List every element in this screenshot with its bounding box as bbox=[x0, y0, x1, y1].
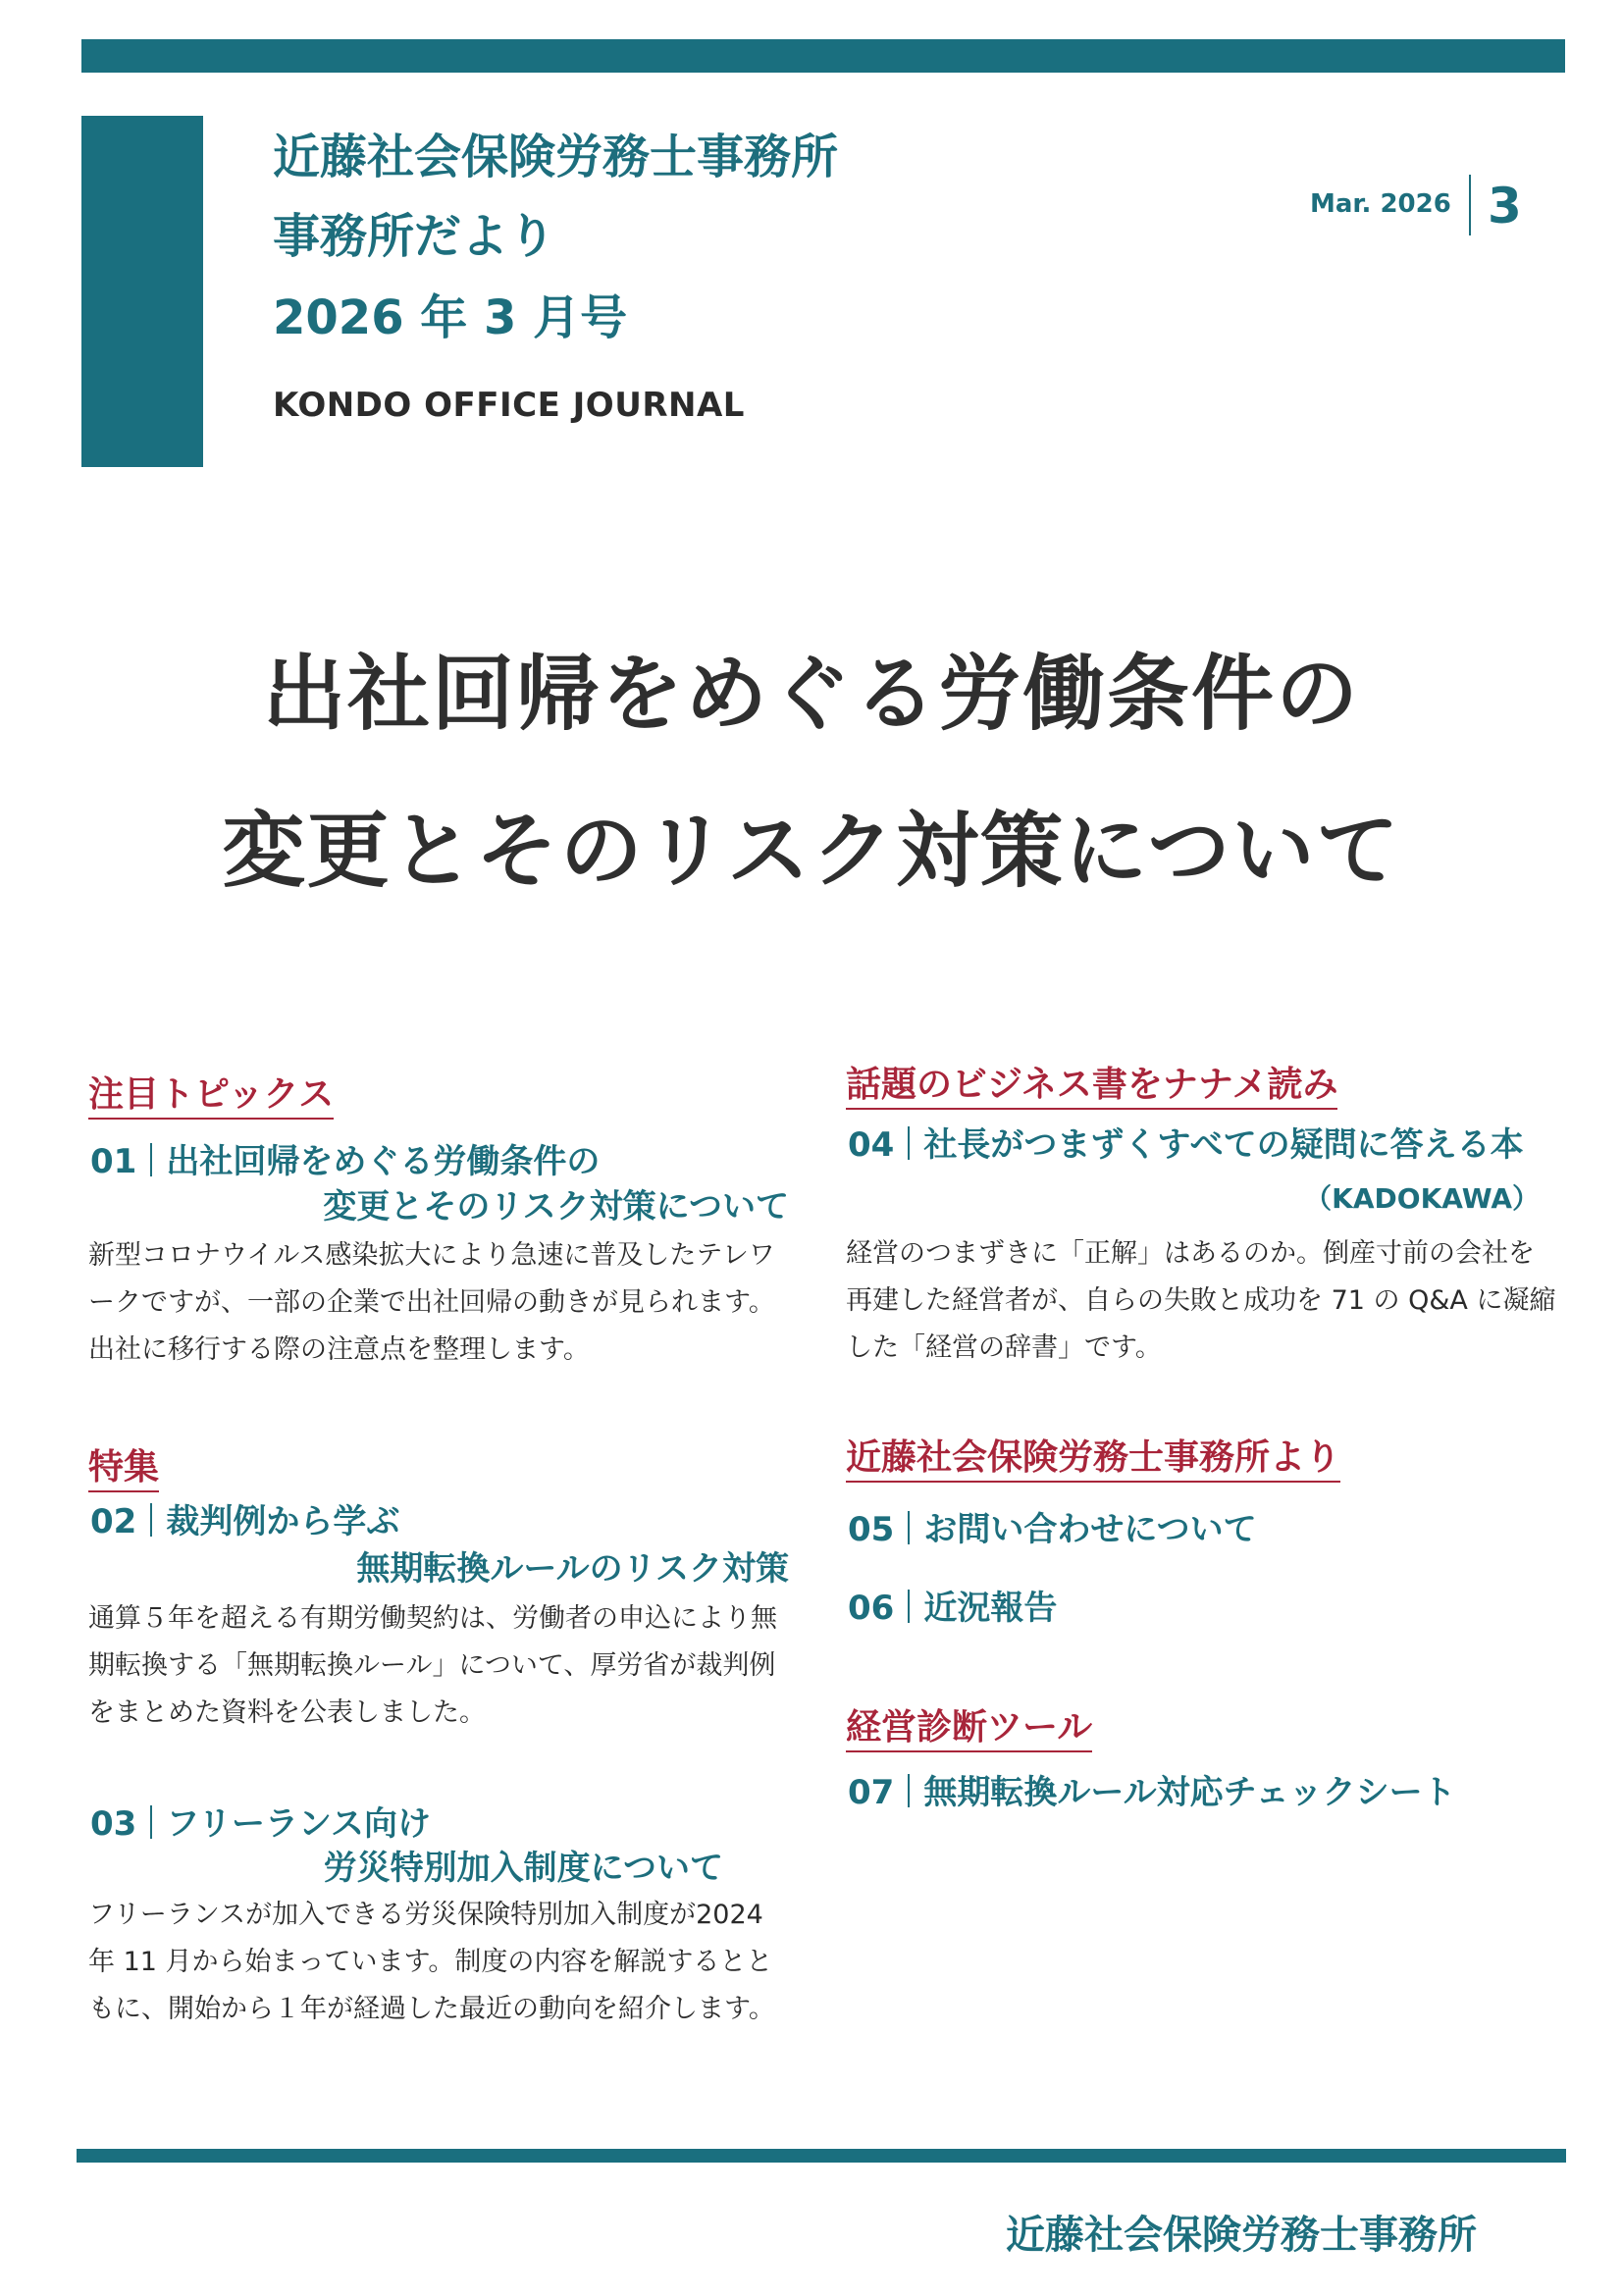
article-title-line1: フリーランス向け bbox=[166, 1804, 431, 1844]
article-02-body: 通算５年を超える有期労働契約は、労働者の申込により無期転換する「無期転換ルール」について、厚労省が裁判例をまとめた資料を公表しました。 bbox=[88, 1603, 777, 1728]
article-02-title[interactable] bbox=[90, 1503, 399, 1539]
article-title-line1: 出社回帰をめぐる労働条件の bbox=[166, 1142, 601, 1181]
article-04-body: 経営のつまずきに「正解」はあるのか。倒産寸前の会社を再建した経営者が、自らの失敗と成功を 71 の Q&A に凝縮した「経営の辞書」です。 bbox=[846, 1238, 1556, 1363]
article-number: 03 bbox=[90, 1804, 137, 1844]
article-03-title[interactable] bbox=[90, 1804, 431, 1844]
category-diagnostic-tool: 経営診断ツール bbox=[846, 1707, 1092, 1752]
article-number: 05 bbox=[848, 1510, 895, 1549]
article-number: 06 bbox=[848, 1589, 895, 1628]
article-number: 02 bbox=[90, 1502, 137, 1541]
article-separator bbox=[908, 1590, 910, 1623]
category-special-feature: 特集 bbox=[88, 1447, 159, 1492]
top-teal-bar bbox=[81, 39, 1565, 73]
header-english-title: KONDO OFFICE JOURNAL bbox=[273, 386, 745, 425]
category-business-books: 話題のビジネス書をナナメ読み bbox=[846, 1065, 1337, 1110]
article-06-title[interactable] bbox=[848, 1589, 1058, 1628]
footer-office-name: 近藤社会保険労務士事務所 bbox=[1006, 2213, 1477, 2258]
category-from-office: 近藤社会保険労務士事務所より bbox=[846, 1437, 1340, 1483]
article-title-line1: 裁判例から学ぶ bbox=[166, 1502, 400, 1541]
article-01-body: 新型コロナウイルス感染拡大により急速に普及したテレワークですが、一部の企業で出社回帰の動きが見られます。出社に移行する際の注意点を整理します。 bbox=[88, 1240, 775, 1365]
article-01-title[interactable] bbox=[90, 1142, 601, 1181]
article-02-title-line2: 無期転換ルールのリスク対策 bbox=[356, 1549, 789, 1589]
header-newsletter-title: 事務所だより bbox=[273, 209, 556, 264]
article-separator bbox=[908, 1126, 910, 1160]
header-side-block bbox=[81, 116, 203, 467]
main-title-line1: 出社回帰をめぐる労働条件の bbox=[262, 646, 1360, 742]
article-separator bbox=[150, 1805, 152, 1839]
article-number: 01 bbox=[90, 1142, 137, 1181]
article-04-publisher: （KADOKAWA） bbox=[1304, 1182, 1540, 1215]
issue-number: 3 bbox=[1488, 178, 1522, 235]
main-title-line2: 変更とそのリスク対策について bbox=[222, 803, 1401, 899]
category-featured-topics: 注目トピックス bbox=[88, 1074, 334, 1120]
article-separator bbox=[150, 1503, 152, 1537]
article-number: 07 bbox=[848, 1773, 895, 1812]
article-separator bbox=[908, 1774, 910, 1807]
article-separator bbox=[908, 1511, 910, 1544]
article-title: 近況報告 bbox=[923, 1589, 1058, 1628]
article-05-title[interactable] bbox=[848, 1510, 1257, 1549]
bottom-teal-bar bbox=[77, 2149, 1566, 2163]
article-separator bbox=[150, 1143, 152, 1176]
article-number: 04 bbox=[848, 1125, 895, 1165]
issue-divider bbox=[1469, 175, 1471, 235]
article-07-title[interactable] bbox=[848, 1773, 1456, 1812]
article-title: 無期転換ルール対応チェックシート bbox=[923, 1773, 1456, 1812]
issue-date: Mar. 2026 bbox=[1310, 189, 1451, 219]
article-04-title[interactable] bbox=[848, 1125, 1524, 1165]
article-title: 社長がつまずくすべての疑問に答える本 bbox=[923, 1125, 1524, 1165]
article-03-title-line2: 労災特別加入制度について bbox=[323, 1849, 723, 1888]
article-01-title-line2: 変更とそのリスク対策について bbox=[323, 1187, 789, 1226]
article-title: お問い合わせについて bbox=[923, 1510, 1257, 1549]
article-03-body: フリーランスが加入できる労災保険特別加入制度が2024 年 11 月から始まっています。制度の内容を解説するとともに、開始から１年が経過した最近の動向を紹介します。 bbox=[88, 1900, 775, 2024]
header-issue-label: 2026 年 3 月号 bbox=[273, 290, 628, 345]
header-office-name: 近藤社会保険労務士事務所 bbox=[273, 130, 839, 184]
